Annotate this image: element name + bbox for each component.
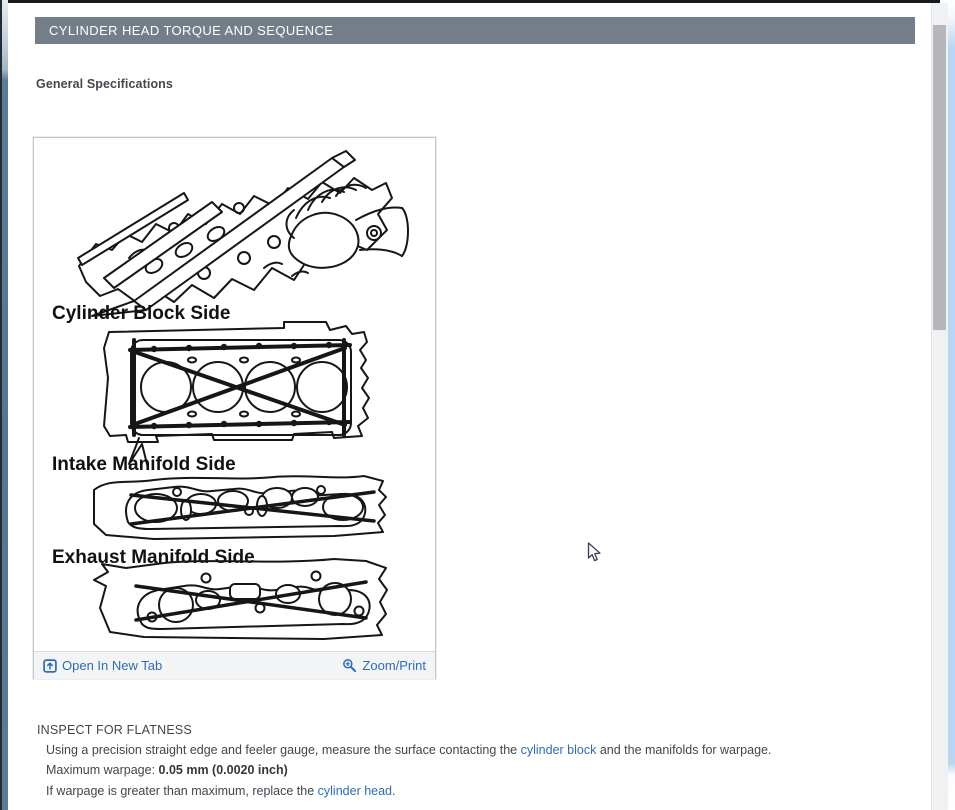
zoom-print-label: Zoom/Print [362,658,426,673]
cylinder-block-link[interactable]: cylinder block [520,743,597,757]
intake-manifold-side-drawing [94,476,386,539]
inspect-line-3-text: If warpage is greater than maximum, replace the [46,783,318,798]
mouse-cursor [587,542,602,569]
zoom-magnifier-icon [342,658,357,673]
cylinder-block-side-drawing [104,322,369,468]
cursor-arrow-icon [587,542,602,564]
left-edge-strip [0,0,8,810]
top-border-line [0,0,940,3]
inspect-line-3-text-after: . [392,783,396,798]
open-in-new-tab-icon [43,659,57,673]
figure-footer-bar [34,651,435,679]
inspect-heading: INSPECT FOR FLATNESS [37,723,192,737]
figure-panel [33,137,436,679]
inspect-line-1 [46,740,927,760]
label-cylinder-block-side: Cylinder Block Side [52,303,231,324]
open-in-new-tab-link[interactable] [43,658,162,673]
open-in-new-tab-label: Open In New Tab [62,658,163,673]
inspect-line-2 [46,760,927,780]
inspect-for-flatness-section [37,720,927,801]
straightedge-measurement-drawing [78,151,408,316]
inspect-line-1-text: Using a precision straight edge and feeler gauge, measure the surface contacting the [46,743,521,757]
max-warpage-value: 0.05 mm (0.0020 inch) [158,763,288,778]
inspect-line-3 [46,781,927,801]
general-specifications-heading: General Specifications [36,77,173,91]
exhaust-manifold-side-drawing [94,559,387,639]
right-edge-stripe [948,0,955,810]
section-header-bar [35,17,915,44]
cylinder-head-figure[interactable] [34,138,435,651]
inspect-line-1-text-after: and the manifolds for warpage. [596,743,772,757]
label-exhaust-manifold-side: Exhaust Manifold Side [52,547,255,568]
max-warpage-label: Maximum warpage: [46,763,159,778]
section-header-title: CYLINDER HEAD TORQUE AND SEQUENCE [49,23,334,38]
label-intake-manifold-side: Intake Manifold Side [52,454,236,475]
zoom-print-link[interactable] [342,658,426,673]
cylinder-head-link[interactable]: cylinder head [317,783,393,798]
vertical-scrollbar-thumb[interactable] [933,25,946,330]
